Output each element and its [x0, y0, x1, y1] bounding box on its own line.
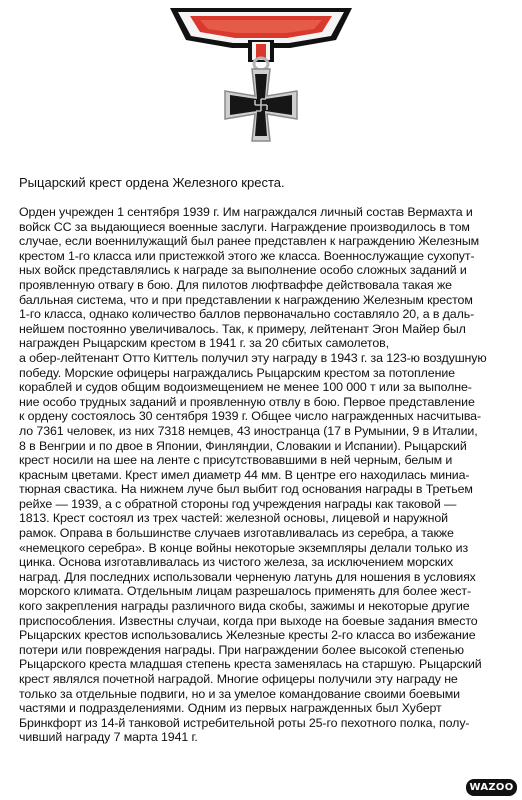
body-line: крест являлся почетной наградой. Многие офицеры получили эту награду не [19, 672, 458, 686]
body-line: ние особо трудных заданий и проявленную отвлу в бою. Первое представление [19, 394, 475, 409]
body-line: красным цветами. Крест имел диаметр 44 мм. В центре его находилась миниа- [19, 467, 470, 482]
body-line: только за отдельные подвиги, но и за умелое командование своими боевыми [19, 686, 460, 701]
body-line: рейхе — 1939, а с обратной стороны год учреждения награды как таковой — [19, 496, 457, 511]
body-line: потери или повреждения награды. При награждении более высокой степенью [19, 642, 464, 657]
body-line: проявленную отвагу в бою. Для пилотов люфтваффе действовала такая же [19, 277, 452, 292]
iron-cross [225, 69, 297, 141]
article-body [19, 205, 506, 745]
body-line: ных войск представлялись к награде за выполнение особо сложных заданий и [19, 263, 467, 278]
body-line: случае, если военнилужащий был ранее представлен к награждению Железным [19, 234, 480, 249]
body-line: «немецкого серебра». В конце войны некоторые экземпляры делали только из [19, 540, 469, 555]
body-line: Орден учрежден 1 сентября 1939 г. Им награждался личный состав Вермахта и [19, 205, 473, 219]
body-line: крест носили на шее на ленте с присутствовавшими в ней черным, белым и [19, 453, 453, 468]
body-line: Бринкфорт из 14-й танковой истребительной роты 25-го пехотного полка, полу- [19, 715, 470, 730]
body-line: 1813. Крест состоял из трех частей: железной основы, лицевой и наружной [19, 511, 448, 526]
body-line: победу. Морские офицеры награждались Рыцарским крестом за потопление [19, 365, 455, 380]
knights-cross-icon [0, 0, 522, 165]
body-line: к ордену состоялось 30 сентября 1939 г. Общее число награжденных насчитыва- [19, 409, 481, 424]
body-line: кого закрепления награды различного вида скобы, зажимы и некоторые другие [19, 599, 470, 614]
ribbon [170, 8, 352, 62]
body-line: рамок. Оправа в большинстве случаев изготавливалась из серебра, а также [19, 526, 454, 541]
body-line: награжден Рыцарским крестом в 1941 г. за 20 сбитых самолетов, [19, 336, 389, 351]
body-line: кораблей и судов общим водоизмещением не менее 100 000 т или за выполне- [19, 380, 472, 395]
body-line: крестом 1-го класса или пристежкой этого же класса. Военнослужащие сухопут- [19, 248, 475, 263]
medal-caption: Рыцарский крест ордена Железного креста. [19, 175, 285, 190]
body-line: 8 в Венгрии и по двое в Японии, Финляндии, Словакии и Испании). Рыцарский [19, 438, 467, 453]
body-line: нейшем постоянно увеличивалось. Так, к примеру, лейтенант Эгон Майер был [19, 321, 466, 336]
body-line: наград. Для последних использовали черненую латунь для ношения в условиях [19, 569, 476, 584]
wazoo-logo: WAZOO [466, 779, 517, 796]
body-line: а обер-лейтенант Отто Киттель получил эту награду в 1943 г. за 123-ю воздушную [19, 350, 487, 365]
body-line: морского климата. Отдельным лицам разрешалось применять для более жест- [19, 584, 472, 599]
body-line: приспособления. Известны случаи, когда при выходе на боевые задания вместо [19, 613, 478, 628]
body-line: цинка. Основа изготавливалась из чистого железа, за исключением морских [19, 555, 454, 570]
body-line: ло 7361 человек, из них 7318 немцев, 43 иностранца (17 в Румынии, 9 в Италии, [19, 423, 478, 438]
body-line: тюрная свастика. На нижнем луче был выбит год основания награды в Третьем [19, 482, 473, 497]
body-line: балльная система, что и при представлении к награждению Железным крестом [19, 292, 473, 307]
body-line: войск СС за выдающиеся военные заслуги. Награждение производилось в том [19, 219, 470, 234]
body-line: чивший награду 7 марта 1941 г. [19, 730, 198, 745]
body-line: Рыцарских крестов использовались Железные кресты 2-го класса во избежание [19, 628, 476, 643]
body-line: Рыцарского креста младшая степень креста заменялась на старшую. Рыцарский [19, 657, 482, 672]
body-line: 1-го класса, однако количество баллов первоначально составляло 20, а в даль- [19, 307, 475, 322]
body-line: частями и подразделениями. Одним из первых награжденных был Хуберт [19, 701, 442, 716]
